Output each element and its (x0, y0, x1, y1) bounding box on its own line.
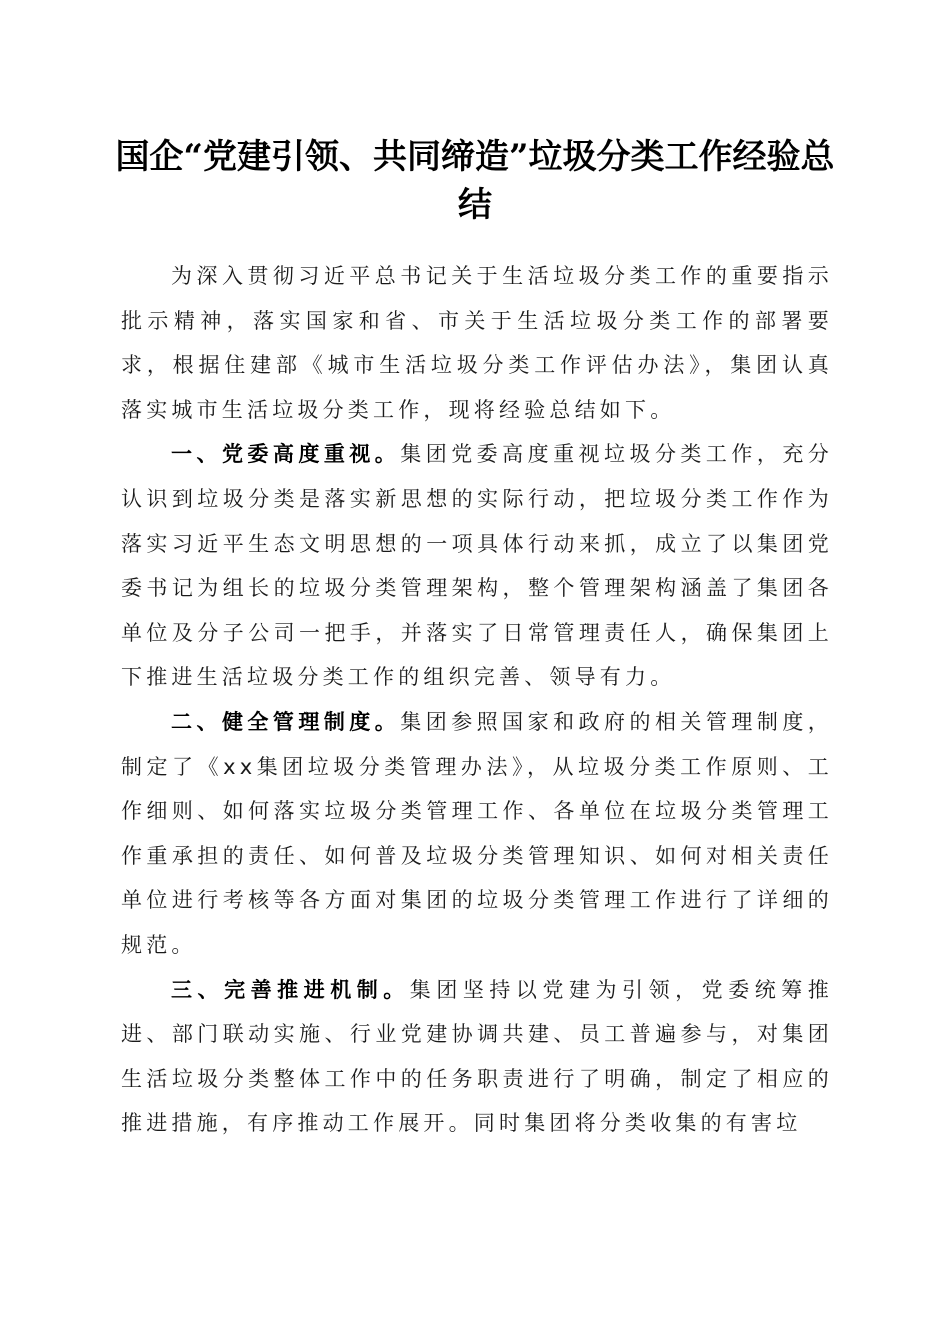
paragraph-text: 集团参照国家和政府的相关管理制度，制定了《xx集团垃圾分类管理办法》，从垃圾分类工作原则、工作细则、如何落实垃圾分类管理工作、各单位在垃圾分类管理工作重承担的责任、如何普及垃圾分类管理知识、如何对相关责任单位进行考核等各方面对集团的垃圾分类管理工作进行了详细的规范。 (121, 709, 833, 957)
paragraph-text: 为深入贯彻习近平总书记关于生活垃圾分类工作的重要指示批示精神，落实国家和省、市关于生活垃圾分类工作的部署要求，根据住建部《城市生活垃圾分类工作评估办法》，集团认真落实城市生活垃圾分类工作，现将经验总结如下。 (121, 264, 833, 422)
paragraph-section-1 (121, 432, 833, 700)
paragraph-text: 集团坚持以党建为引领，党委统筹推进、部门联动实施、行业党建协调共建、员工普遍参与，对集团生活垃圾分类整体工作中的任务职责进行了明确，制定了相应的推进措施，有序推动工作展开。同时集团将分类收集的有害垃 (121, 977, 833, 1136)
section-heading-1: 一、党委高度重视。 (171, 442, 401, 467)
section-heading-3: 三、完善推进机制。 (171, 977, 410, 1002)
paragraph-text: 集团党委高度重视垃圾分类工作，充分认识到垃圾分类是落实新思想的实际行动，把垃圾分类工作作为落实习近平生态文明思想的一项具体行动来抓，成立了以集团党委书记为组长的垃圾分类管理架构，整个管理架构涵盖了集团各单位及分子公司一把手，并落实了日常管理责任人，确保集团上下推进生活垃圾分类工作的组织完善、领导有力。 (121, 442, 833, 690)
section-heading-2: 二、健全管理制度。 (171, 709, 401, 734)
document-title: 国企“党建引领、共同缔造”垃圾分类工作经验总结 (115, 137, 835, 225)
document-body (121, 254, 833, 1146)
paragraph-intro (121, 254, 833, 432)
paragraph-section-2 (121, 700, 833, 968)
paragraph-section-3 (121, 968, 833, 1146)
